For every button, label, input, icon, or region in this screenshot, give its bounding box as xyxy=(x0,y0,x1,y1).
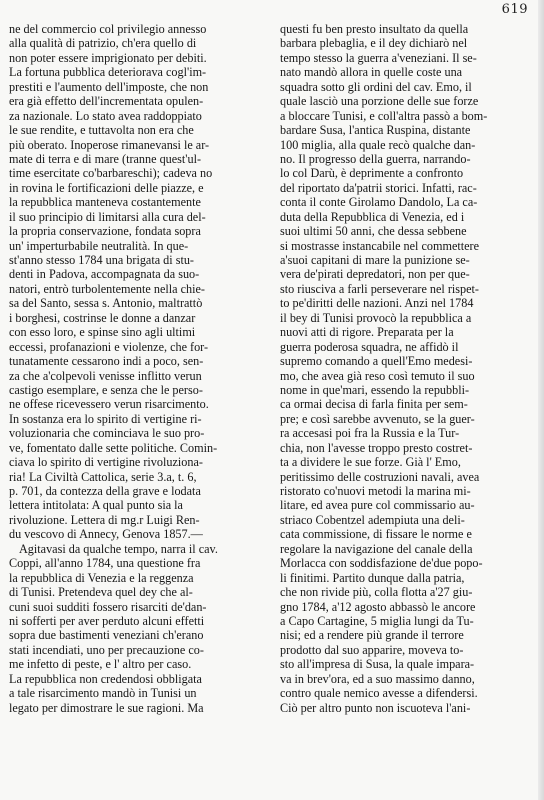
text-line: ristorato co'nuovi metodi la marina mi- xyxy=(280,484,471,498)
text-line: st'anno stesso 1784 una brigata di stu- xyxy=(9,253,194,267)
text-line: voluzionaria che cominciava le suo pro- xyxy=(9,426,205,441)
text-line: contro quale nemico avesse a difendersi. xyxy=(280,686,478,701)
text-line: me infetto di peste, e l' altro per caso. xyxy=(9,657,192,672)
text-line: si mostrasse instancabile nel commettere xyxy=(280,238,479,253)
text-line: sopra due bastimenti veneziani ch'erano xyxy=(9,628,204,643)
text-line: il suo principio di limitarsi alla cura del- xyxy=(9,209,206,224)
text-line: va in brev'ora, ed a suo massimo danno, xyxy=(280,671,475,686)
text-line: più oberato. Inoperose rimanevansi le ar- xyxy=(9,137,210,152)
text-line: sto all'impresa di Susa, la quale impara- xyxy=(280,657,475,672)
text-line: alla qualità di patrizio, ch'era quello di xyxy=(9,36,197,51)
text-line: litare, ed avea pure col commissario au- xyxy=(280,498,475,513)
text-line: questi fu ben presto insultato da quella xyxy=(280,22,469,36)
text-line: squadra sotto gli ordini del cav. Emo, il xyxy=(280,79,472,94)
text-line: tempo stesso la guerra a'veneziani. Il se- xyxy=(280,50,477,65)
text-line: Morlacca con soddisfazione de'due popo- xyxy=(280,556,483,571)
text-line: Ciò per altro punto non iscuoteva l'ani- xyxy=(280,700,471,715)
text-line: la propria conservazione, fondata sopra xyxy=(9,224,201,239)
text-line: ni sofferti per aver perduto alcuni effetti xyxy=(9,613,205,628)
text-line: la repubblica manteneva costantemente xyxy=(9,195,201,210)
text-line: con esso loro, e spinse sino agli ultimi xyxy=(9,325,196,340)
text-line: sa del Santo, sessa s. Antonio, maltrattò xyxy=(9,296,203,311)
text-line: nuovi atti di rigore. Preparata per la xyxy=(280,325,454,340)
text-line: to pe'diritti delle nazioni. Anzi nel 1784 xyxy=(280,296,474,311)
text-line: quale lasciò una porzione delle sue forze xyxy=(280,94,479,109)
text-line: duta della Repubblica di Venezia, ed i xyxy=(280,209,465,224)
text-line: 100 miglia, alla quale recò qualche dan- xyxy=(280,137,476,152)
text-line: legato per dimostrare le sue ragioni. Ma xyxy=(9,700,204,715)
text-line: a'suoi capitani di mare la punizione se- xyxy=(280,253,470,267)
text-line: le sue rendite, e tuttavolta non era che xyxy=(9,123,194,138)
text-line: sto riusciva a farli perseverare nel rispet- xyxy=(280,281,479,296)
text-line: ne offese ricevessero verun risarcimento. xyxy=(9,397,209,412)
text-line: peritissimo delle costruzioni navali, avea xyxy=(280,469,480,484)
text-line: du vescovo di Annecy, Genova 1857.— xyxy=(9,527,203,542)
text-line: lettera intitolata: A qual punto sia la xyxy=(9,498,183,513)
text-line: ria! La Civiltà Cattolica, serie 3.a, t. 6, xyxy=(9,469,197,484)
text-line: time esercitate co'barbareschi); cadeva no xyxy=(9,166,213,181)
text-line: era già effetto dell'incrementata opulen- xyxy=(9,94,204,109)
text-line: ve, fomentato dalle sette politiche. Comin- xyxy=(9,440,218,455)
text-line: bardare Susa, l'antica Ruspina, distante xyxy=(280,123,471,138)
text-line: tunatamente cessarono indi a poco, sen- xyxy=(9,354,204,369)
text-line: p. 701, da contezza della grave e lodata xyxy=(9,484,201,498)
text-line: a bloccare Tunisi, e coll'altra passò a bom- xyxy=(280,108,488,123)
text-line: nisi; ed a rendere più grande il terrore xyxy=(280,628,464,643)
text-line: natori, entrò turbolentemente nella chie- xyxy=(9,281,205,296)
text-line: i borghesi, costrinse le donne a danzar xyxy=(9,310,196,325)
text-line: za nazionale. Lo stato avea raddoppiato xyxy=(9,108,202,123)
text-line: guerra poderosa squadra, ne affidò il xyxy=(280,339,459,354)
right-column xyxy=(280,22,538,715)
text-line: rivoluzione. Lettera di mg.r Luigi Ren- xyxy=(9,512,200,527)
text-line: chia, non l'avesse troppo presto costret- xyxy=(280,440,473,455)
text-line: prestiti e l'aumento dell'imposte, che non xyxy=(9,79,209,94)
text-line: in rovina le fortificazioni delle piazze, e xyxy=(9,180,204,195)
text-line: prodotto dal suo apparire, moveva to- xyxy=(280,642,464,657)
text-line: pre; e così sarebbe avvenuto, se la guer- xyxy=(280,411,475,426)
text-line: mate di terra e di mare (tranne quest'ul- xyxy=(9,151,202,166)
text-line: eccessi, profanazioni e violenze, che for- xyxy=(9,339,209,354)
text-line: nato mandò allora in quelle coste una xyxy=(280,65,463,80)
text-line: La repubblica non credendosi obbligata xyxy=(9,671,202,686)
text-line: suoi ultimi 50 anni, che dessa sebbene xyxy=(280,224,467,239)
text-line: cuni suoi sudditi fossero risarciti de'dan- xyxy=(9,599,207,614)
text-line: denti in Padova, accompagnata da suo- xyxy=(9,267,200,282)
text-line: In sostanza era lo spirito di vertigine ri- xyxy=(9,411,202,426)
text-line: il bey di Tunisi provocò la repubblica a xyxy=(280,310,472,325)
text-line: ca ormai decisa di farla finita per sem- xyxy=(280,397,468,412)
page-edge xyxy=(538,0,544,800)
text-line: non poter essere imprigionato per debiti. xyxy=(9,50,207,65)
text-line: za che a'colpevoli venisse inflitto verun xyxy=(9,368,202,383)
text-line: di Tunisi. Pretendeva quel dey che al- xyxy=(9,585,193,600)
text-line: La fortuna pubblica deteriorava cogl'im- xyxy=(9,65,207,80)
text-line: ciava lo spirito di vertigine rivoluziona- xyxy=(9,455,203,470)
text-line: mo, che avea già reso così temuto il suo xyxy=(280,368,475,383)
text-line: gno 1784, a'12 agosto abbassò le ancore xyxy=(280,599,476,614)
text-line: ne del commercio col privilegio annesso xyxy=(9,22,207,36)
text-line: barbara plebaglia, e il dey dichiarò nel xyxy=(280,36,468,51)
text-line: che non rivide più, colla flotta a'27 giu- xyxy=(280,585,473,600)
text-line: stati incendiati, uno per precauzione co- xyxy=(9,642,204,657)
left-column xyxy=(9,22,271,715)
text-line: ra accesasi poi fra la Russia e la Tur- xyxy=(280,426,460,441)
text-line: del riportato da'patrii storici. Infatti, rac- xyxy=(280,180,477,195)
text-line: Coppi, all'anno 1784, una questione fra xyxy=(9,556,201,571)
text-line: cata commissione, di fissare le norme e xyxy=(280,527,472,542)
text-line: castigo esemplare, e senza che le perso- xyxy=(9,382,203,397)
text-line: supremo comando a quell'Emo medesi- xyxy=(280,354,473,369)
text-line: a Capo Cartagine, 5 miglia lungi da Tu- xyxy=(280,613,474,628)
text-line: nome in que'mari, essendo la repubbli- xyxy=(280,382,470,397)
text-line: regolare la navigazione del canale della xyxy=(280,541,473,556)
page-number: 619 xyxy=(501,2,528,17)
text-line: no. Il progresso della guerra, narrando- xyxy=(280,151,471,166)
text-line: striaco Cobentzel adempiuta una deli- xyxy=(280,512,465,527)
text-line: lo col Darù, è deprimente a confronto xyxy=(280,166,464,181)
text-line: vera de'pirati depredatori, non per que- xyxy=(280,267,470,282)
text-line: la repubblica di Venezia e la reggenza xyxy=(9,570,194,585)
text-line: li finitimi. Partito dunque dalla patria, xyxy=(280,570,465,585)
text-line: conta il conte Girolamo Dandolo, La ca- xyxy=(280,195,478,210)
text-line: Agitavasi da qualche tempo, narra il cav. xyxy=(19,541,218,556)
text-line: a tale risarcimento mandò in Tunisi un xyxy=(9,686,197,701)
text-line: un' imperturbabile neutralità. In que- xyxy=(9,238,189,253)
text-line: ta a dividere le sue forze. Già l' Emo, xyxy=(280,455,461,470)
